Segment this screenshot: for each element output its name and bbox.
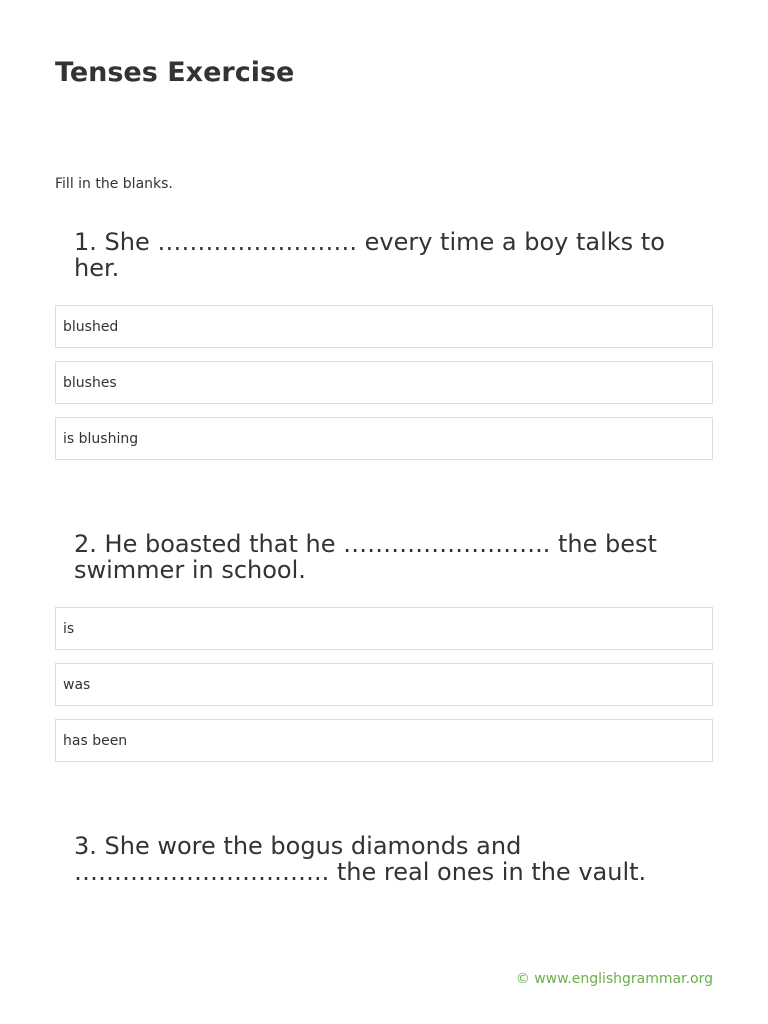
question-1	[55, 229, 713, 473]
question-3	[55, 833, 713, 885]
question-2	[55, 531, 713, 775]
option-item[interactable]: was	[55, 663, 713, 706]
options-list	[55, 607, 713, 762]
options-list	[55, 305, 713, 460]
option-item[interactable]: blushes	[55, 361, 713, 404]
page-title: Tenses Exercise	[55, 57, 295, 88]
instructions: Fill in the blanks.	[55, 176, 173, 192]
option-item[interactable]: is blushing	[55, 417, 713, 460]
copyright-footer: © www.englishgrammar.org	[515, 971, 713, 987]
question-text: 1. She ……………………. every time a boy talks to her.	[74, 228, 665, 282]
option-item[interactable]: blushed	[55, 305, 713, 348]
option-item[interactable]: has been	[55, 719, 713, 762]
question-text: 3. She wore the bogus diamonds and ………………………….. the real ones in the vault.	[74, 832, 647, 886]
option-item[interactable]: is	[55, 607, 713, 650]
question-text: 2. He boasted that he …………………….. the best swimmer in school.	[74, 530, 657, 584]
